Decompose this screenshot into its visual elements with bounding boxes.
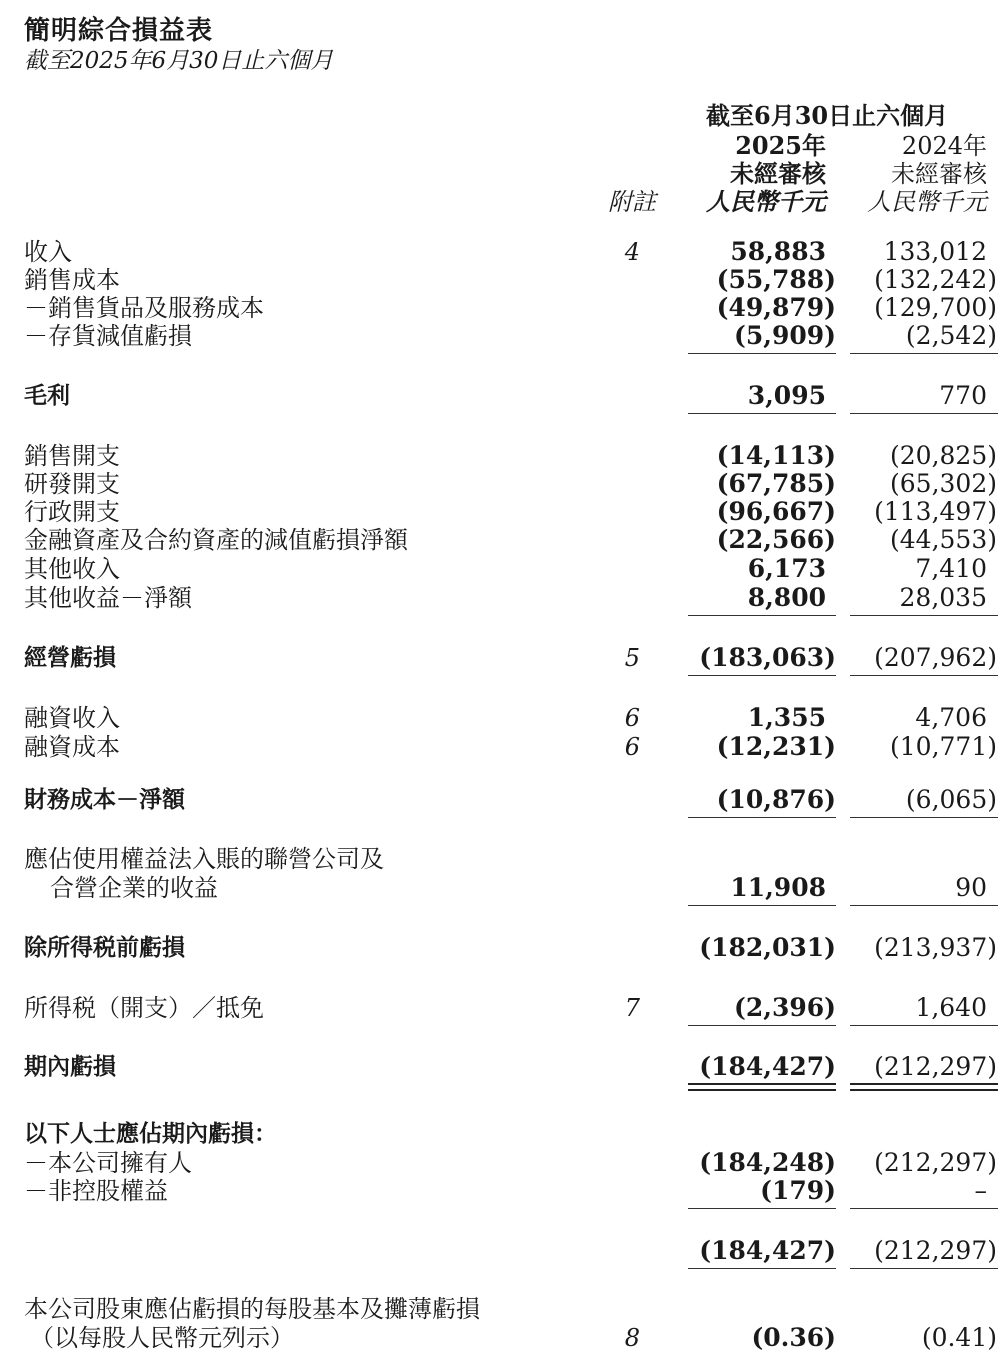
row-label: 其他收入 (24, 555, 120, 583)
table-row (0, 704, 1007, 732)
row-label: （以每股人民幣元列示） (30, 1324, 294, 1352)
row-label: 收入 (24, 238, 72, 266)
subtotal-rule (850, 1025, 998, 1026)
row-value-2024: (2,542) (905, 321, 997, 350)
table-row (0, 1053, 1007, 1081)
subtotal-rule (850, 905, 998, 906)
table-row (0, 322, 1007, 350)
row-value-2024: (65,302) (890, 469, 997, 498)
table-row (0, 934, 1007, 962)
row-value-2025: 1,355 (747, 703, 826, 732)
row-value-2025: (184,248) (699, 1148, 836, 1177)
table-row (0, 470, 1007, 498)
row-value-2024: (132,242) (874, 265, 997, 294)
row-label: 其他收益－淨額 (24, 584, 192, 612)
subtotal-rule (850, 413, 998, 414)
row-note: 7 (624, 994, 640, 1022)
header-year-2024: 2024年 (901, 132, 987, 160)
row-value-2024: 770 (939, 381, 987, 410)
row-label: 研發開支 (24, 470, 120, 498)
row-note: 8 (624, 1324, 640, 1352)
subtotal-rule (688, 905, 836, 906)
row-value-2025: (10,876) (716, 785, 836, 814)
row-value-2024: 28,035 (899, 583, 987, 612)
table-row (0, 382, 1007, 410)
row-value-2025: (182,031) (699, 933, 836, 962)
subtotal-rule (850, 1208, 998, 1209)
header-note: 附註 (608, 188, 656, 216)
subtotal-rule (850, 353, 998, 354)
row-label: －本公司擁有人 (24, 1149, 192, 1177)
row-value-2025: (14,113) (716, 441, 836, 470)
table-row (0, 238, 1007, 266)
table-row (0, 644, 1007, 672)
row-value-2025: (2,396) (734, 993, 836, 1022)
table-row (0, 874, 1007, 902)
row-note: 6 (624, 733, 640, 761)
row-label: 融資成本 (24, 733, 120, 761)
table-row (0, 1324, 1007, 1352)
row-value-2025: 58,883 (730, 237, 826, 266)
table-row (0, 266, 1007, 294)
table-row (0, 1237, 1007, 1265)
header-unit-2024: 人民幣千元 (867, 188, 987, 216)
subtotal-rule (850, 615, 998, 616)
table-row (0, 584, 1007, 612)
row-value-2025: (49,879) (716, 293, 836, 322)
table-row (0, 786, 1007, 814)
table-row (0, 1177, 1007, 1205)
row-value-2024: 7,410 (915, 554, 987, 583)
subtotal-rule (688, 1208, 836, 1209)
row-value-2025: (184,427) (699, 1236, 836, 1265)
row-value-2024: (6,065) (905, 785, 997, 814)
statement-period: 截至2025年6月30日止六個月 (24, 48, 334, 74)
row-label: 本公司股東應佔虧損的每股基本及攤薄虧損 (24, 1295, 480, 1323)
row-value-2025: (5,909) (734, 321, 836, 350)
row-value-2024: – (974, 1176, 987, 1205)
row-note: 5 (624, 644, 640, 672)
header-audit-2025: 未經審核 (730, 159, 826, 188)
subtotal-rule (688, 1268, 836, 1269)
row-value-2024: (213,937) (874, 933, 997, 962)
table-row (0, 1149, 1007, 1177)
row-value-2025: (184,427) (699, 1052, 836, 1081)
table-row (0, 555, 1007, 583)
row-value-2024: (212,297) (874, 1052, 997, 1081)
row-label: 毛利 (24, 383, 70, 409)
row-label: 除所得税前虧損 (24, 935, 185, 961)
subtotal-rule (688, 615, 836, 616)
row-value-2024: 1,640 (915, 993, 987, 1022)
row-label: 銷售成本 (24, 266, 120, 294)
subtotal-rule (688, 817, 836, 818)
row-label: 合營企業的收益 (50, 874, 218, 902)
row-note: 4 (624, 238, 640, 266)
total-double-rule (688, 1083, 836, 1091)
subtotal-rule (688, 413, 836, 414)
row-value-2024: (212,297) (874, 1148, 997, 1177)
row-value-2024: (20,825) (890, 441, 997, 470)
row-value-2025: (12,231) (716, 732, 836, 761)
header-unit-2025: 人民幣千元 (706, 187, 826, 216)
table-row (0, 526, 1007, 554)
subtotal-rule (688, 353, 836, 354)
table-row (0, 294, 1007, 322)
subtotal-rule (850, 675, 998, 676)
row-value-2024: (129,700) (874, 293, 997, 322)
row-value-2025: 8,800 (747, 583, 826, 612)
table-row (0, 498, 1007, 526)
row-label: 銷售開支 (24, 442, 120, 470)
subtotal-rule (850, 1268, 998, 1269)
row-value-2025: (67,785) (716, 469, 836, 498)
row-label: －銷售貨品及服務成本 (24, 294, 264, 322)
row-value-2025: (183,063) (699, 643, 836, 672)
row-value-2025: (179) (760, 1176, 836, 1205)
row-label: 以下人士應佔期內虧損： (24, 1121, 277, 1147)
table-row (0, 733, 1007, 761)
row-value-2025: 11,908 (730, 873, 826, 902)
row-value-2024: 133,012 (883, 237, 987, 266)
row-value-2024: (212,297) (874, 1236, 997, 1265)
row-value-2025: (55,788) (716, 265, 836, 294)
row-value-2025: (0.36) (751, 1323, 836, 1352)
row-label: 期內虧損 (24, 1054, 116, 1080)
header-period: 截至6月30日止六個月 (706, 101, 949, 130)
row-value-2025: 3,095 (747, 381, 826, 410)
table-row (0, 442, 1007, 470)
subtotal-rule (688, 675, 836, 676)
row-note: 6 (624, 704, 640, 732)
total-double-rule (850, 1083, 998, 1091)
row-label: 金融資產及合約資產的減值虧損淨額 (24, 526, 408, 554)
row-value-2024: 4,706 (915, 703, 987, 732)
table-row (0, 845, 1007, 873)
row-value-2024: (113,497) (874, 497, 997, 526)
row-label: 經營虧損 (24, 645, 116, 671)
row-label: －非控股權益 (24, 1177, 168, 1205)
table-row (0, 1295, 1007, 1323)
row-label: 財務成本－淨額 (24, 787, 185, 813)
row-label: 應佔使用權益法入賬的聯營公司及 (24, 845, 384, 873)
row-label: 融資收入 (24, 704, 120, 732)
header-audit-2024: 未經審核 (891, 160, 987, 188)
header-year-2025: 2025年 (735, 131, 826, 160)
row-value-2025: 6,173 (747, 554, 826, 583)
row-value-2024: (0.41) (921, 1323, 997, 1352)
row-label: 所得税（開支）／抵免 (24, 994, 264, 1022)
row-label: 行政開支 (24, 498, 120, 526)
row-value-2024: (44,553) (890, 525, 997, 554)
table-row (0, 994, 1007, 1022)
subtotal-rule (688, 1025, 836, 1026)
row-value-2025: (22,566) (716, 525, 836, 554)
subtotal-rule (850, 817, 998, 818)
statement-title: 簡明綜合損益表 (24, 16, 214, 46)
row-value-2024: 90 (955, 873, 987, 902)
row-label: －存貨減值虧損 (24, 322, 192, 350)
row-value-2024: (207,962) (874, 643, 997, 672)
table-row (0, 1120, 1007, 1148)
row-value-2025: (96,667) (716, 497, 836, 526)
row-value-2024: (10,771) (890, 732, 997, 761)
